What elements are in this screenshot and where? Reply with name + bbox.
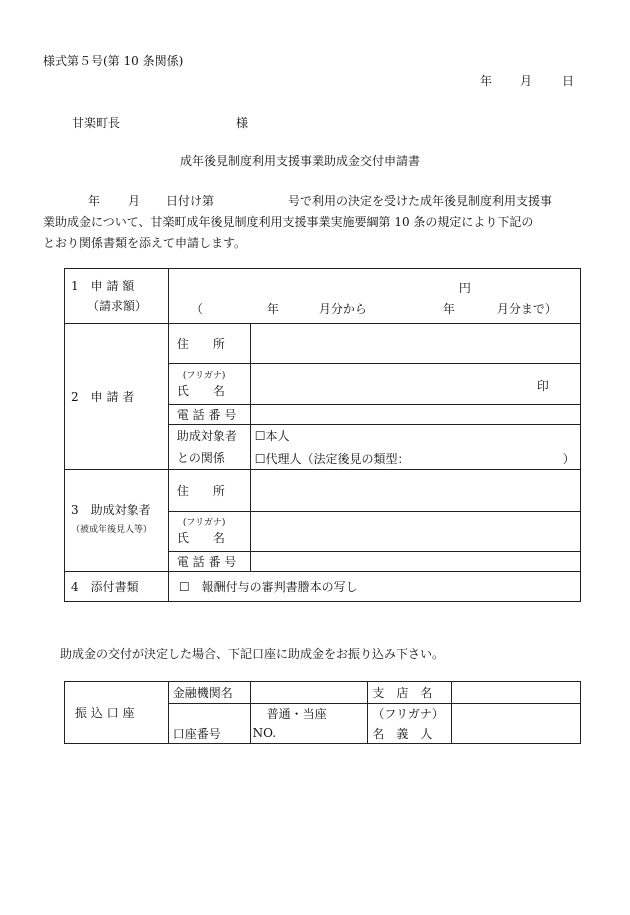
subject-phone-label-cell [168, 551, 250, 571]
intro-year: 年 [88, 194, 101, 208]
intro-month: 月 [128, 194, 141, 208]
relation-self-cell [250, 425, 580, 447]
subject-address-label-cell [168, 469, 250, 511]
amount-sublabel: （請求額） [87, 299, 148, 313]
attachment-item-cell [168, 571, 580, 601]
applicant-label-cell [65, 324, 169, 470]
applicant-name-label-cell [168, 364, 250, 405]
relation-label-cell-bottom [168, 447, 250, 470]
applicant-phone-label: 電 話 番 号 [176, 408, 237, 422]
addressee-sama: 様 [236, 116, 249, 130]
holder-label: 名 義 人 [372, 726, 433, 741]
holder-label-cell [368, 724, 452, 744]
relation-agent-close: ） [562, 451, 575, 466]
attachment-label-cell [65, 571, 169, 601]
applicant-furigana-label: (フリガナ) [182, 371, 226, 381]
period-to-year: 年 [442, 302, 455, 316]
account-label-top [168, 704, 250, 724]
period-from-year: 年 [266, 302, 279, 316]
account-type-label[interactable]: 普通・当座 [266, 707, 327, 722]
applicant-name-input[interactable] [250, 364, 580, 405]
intro-line1-rest: 号で利用の決定を受けた成年後見制度利用支援事 [288, 194, 553, 208]
period-to-label: 月分まで） [496, 302, 557, 316]
subject-name-label: 氏 名 [176, 531, 225, 545]
applicant-address-input[interactable] [250, 324, 580, 364]
applicant-address-label-cell [168, 324, 250, 364]
institution-input[interactable] [250, 682, 368, 704]
subject-label: 3 助成対象者 [71, 503, 151, 517]
relation-self-checkbox[interactable]: ☐本人 [254, 429, 290, 444]
applicant-label: 2 申 請 者 [71, 389, 135, 404]
branch-input[interactable] [452, 682, 581, 704]
seal-mark: 印 [536, 379, 549, 393]
account-no-prefix: NO. [252, 726, 277, 741]
yen-label: 円 [458, 281, 471, 295]
applicant-name-label: 氏 名 [176, 384, 225, 398]
subject-phone-label: 電 話 番 号 [176, 554, 237, 569]
subject-sublabel: （被成年後見人等） [71, 525, 153, 535]
amount-value-cell[interactable] [168, 269, 580, 324]
intro-day: 日付け第 [166, 194, 215, 208]
account-label-cell [168, 724, 250, 744]
applicant-phone-label-cell [168, 405, 250, 425]
relation-agent-checkbox[interactable]: ☐代理人（法定後見の類型： [254, 451, 410, 466]
applicant-phone-input[interactable] [250, 405, 580, 425]
holder-furigana-label: （フリガナ） [372, 707, 444, 722]
holder-furigana-cell [368, 704, 452, 724]
account-no-input[interactable] [250, 724, 368, 744]
subject-label-cell [65, 469, 169, 571]
institution-label-cell [168, 682, 250, 704]
transfer-note: 助成金の交付が決定した場合、下記口座に助成金をお振り込み下さい。 [60, 647, 445, 661]
institution-label: 金融機関名 [172, 686, 233, 700]
branch-label: 支 店 名 [372, 686, 433, 700]
document-title: 成年後見制度利用支援事業助成金交付申請書 [180, 154, 421, 168]
holder-input[interactable] [452, 704, 581, 744]
intro-line3: とおり関係書類を添えて申請します。 [43, 236, 247, 250]
bank-label-cell [65, 682, 169, 744]
attachment-checkbox[interactable]: ☐ 報酬付与の審判書謄本の写し [178, 579, 358, 594]
applicant-address-label: 住 所 [176, 337, 225, 351]
date-month-label: 月 [520, 74, 533, 88]
attachment-label: 4 添付書類 [71, 579, 139, 594]
subject-address-input[interactable] [250, 469, 580, 511]
subject-name-label-cell [168, 511, 250, 551]
bank-label: 振 込 口 座 [75, 706, 135, 720]
subject-furigana-label: (フリガナ) [182, 518, 226, 528]
account-type-cell [250, 704, 368, 724]
date-day-label: 日 [562, 74, 575, 88]
period-open: （ [190, 302, 203, 316]
account-no-label: 口座番号 [172, 726, 221, 741]
amount-label: 1 申 請 額 [71, 279, 135, 293]
addressee-mayor: 甘楽町長 [72, 116, 121, 130]
subject-phone-input[interactable] [250, 551, 580, 571]
amount-label-cell [65, 269, 169, 324]
application-table [64, 268, 581, 602]
period-from-label: 月分から [318, 302, 367, 316]
bank-table [64, 681, 581, 744]
subject-name-input[interactable] [250, 511, 580, 551]
branch-label-cell [368, 682, 452, 704]
form-number: 様式第５号(第 10 条関係) [43, 54, 184, 68]
relation-label-line2: との関係 [176, 451, 225, 465]
relation-agent-cell [250, 447, 580, 470]
intro-line2: 業助成金について、甘楽町成年後見制度利用支援事業実施要綱第 10 条の規定により下記の [43, 215, 534, 229]
date-year-label: 年 [480, 74, 493, 88]
relation-label-line1: 助成対象者 [176, 429, 237, 444]
relation-label-cell-top [168, 425, 250, 447]
subject-address-label: 住 所 [176, 483, 225, 498]
